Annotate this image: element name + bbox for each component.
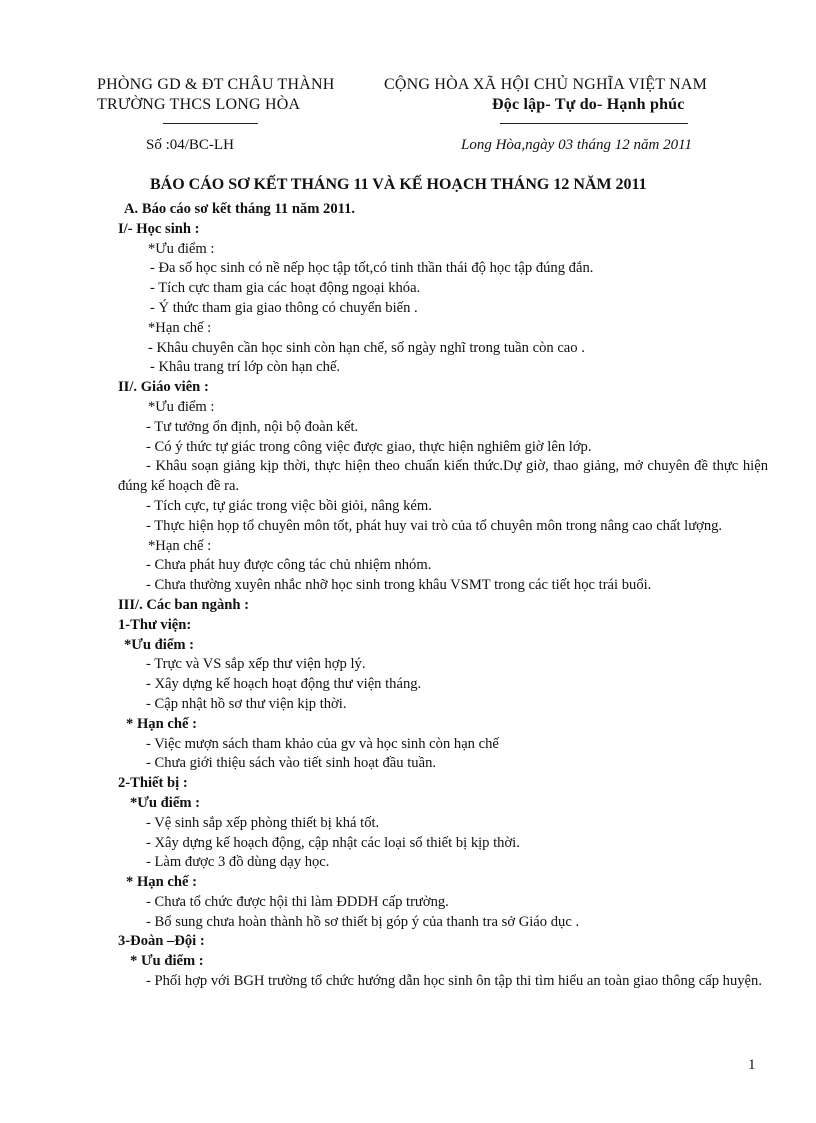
- body-line: - Khâu soạn giảng kịp thời, thực hiện theo chuẩn kiến thức.Dự giờ, thao giảng, mở chuyên đề thực hiện đúng kế hoạch đề ra.: [118, 458, 768, 495]
- body-line: - Khâu chuyên cần học sinh còn hạn chế, số ngày nghĩ trong tuần còn cao .: [148, 339, 585, 356]
- section-heading: I/- Học sinh :: [118, 220, 200, 237]
- section-heading: *Ưu điểm :: [130, 794, 200, 811]
- report-title: BÁO CÁO SƠ KẾT THÁNG 11 VÀ KẾ HOẠCH THÁNG 12 NĂM 2011: [150, 176, 647, 193]
- body-line: - Tích cực tham gia các hoạt động ngoại khóa.: [150, 280, 421, 297]
- section-heading: III/. Các ban ngành :: [118, 596, 249, 613]
- body-line: - Cập nhật hồ sơ thư viện kịp thời.: [146, 695, 347, 712]
- nation-line-1: CỘNG HÒA XÃ HỘI CHỦ NGHĨA VIỆT NAM: [384, 76, 708, 93]
- body-line: - Tư tưởng ổn định, nội bộ đoàn kết.: [146, 418, 359, 435]
- body-line: - Bổ sung chưa hoàn thành hồ sơ thiết bị góp ý của thanh tra sở Giáo dục .: [146, 913, 580, 930]
- body-line: - Chưa giới thiệu sách vào tiết sinh hoạt đầu tuần.: [146, 755, 437, 772]
- report-body: [118, 200, 768, 992]
- body-line: - Chưa tổ chức được hội thi làm ĐDDH cấp trường.: [146, 893, 449, 910]
- body-line: - Ý thức tham gia giao thông có chuyển biến .: [150, 299, 418, 316]
- nation-underline: [500, 123, 688, 124]
- body-line: - Vệ sinh sắp xếp phòng thiết bị khá tốt.: [146, 814, 380, 831]
- body-line: - Làm được 3 đồ dùng dạy học.: [146, 854, 330, 871]
- body-line: - Xây dựng kế hoạch động, cập nhật các loại sổ thiết bị kịp thời.: [146, 834, 520, 851]
- body-line: - Phối hợp với BGH trường tổ chức hướng dẫn học sinh ôn tập thi tìm hiểu an toàn giao thông cấp huyện.: [146, 973, 762, 990]
- section-heading: * Hạn chế :: [126, 874, 197, 891]
- org-line-2: TRƯỜNG THCS LONG HÒA: [97, 96, 301, 113]
- section-heading: 3-Đoàn –Đội :: [118, 933, 205, 950]
- org-line-1: PHÒNG GD & ĐT CHÂU THÀNH: [97, 76, 335, 93]
- body-line: - Khâu trang trí lớp còn hạn chế.: [150, 359, 341, 376]
- body-line: - Tích cực, tự giác trong việc bồi giỏi, nâng kém.: [146, 497, 432, 514]
- body-line: - Trực và VS sắp xếp thư viện hợp lý.: [146, 656, 366, 673]
- body-line: - Đa số học sinh có nề nếp học tập tốt,có tinh thần thái độ học tập đúng đắn.: [150, 260, 594, 277]
- section-heading: *Ưu điểm :: [124, 636, 194, 653]
- section-heading: A. Báo cáo sơ kết tháng 11 năm 2011.: [124, 201, 356, 217]
- section-heading: 2-Thiết bị :: [118, 775, 188, 792]
- org-underline: [163, 123, 258, 124]
- body-line: - Chưa thường xuyên nhắc nhỡ học sinh trong khâu VSMT trong các tiết học trái buổi.: [146, 577, 652, 594]
- body-line: - Có ý thức tự giác trong công việc được giao, thực hiện nghiêm giờ lên lớp.: [146, 438, 592, 455]
- document-number: Số :04/BC-LH: [146, 137, 234, 153]
- section-heading: * Ưu điểm :: [130, 953, 204, 970]
- body-line: - Thực hiện họp tổ chuyên môn tốt, phát huy vai trò của tổ chuyên môn trong nâng cao chất lượng.: [146, 517, 723, 534]
- body-line: *Hạn chế :: [148, 537, 212, 554]
- section-heading: II/. Giáo viên :: [118, 379, 209, 396]
- section-heading: * Hạn chế :: [126, 715, 197, 732]
- body-line: *Hạn chế :: [148, 319, 212, 336]
- body-line: - Xây dựng kế hoạch hoạt động thư viện tháng.: [146, 676, 422, 693]
- body-line: *Ưu điểm :: [148, 398, 215, 415]
- nation-line-2: Độc lập- Tự do- Hạnh phúc: [492, 96, 685, 113]
- page-number: 1: [748, 1057, 756, 1073]
- place-date: Long Hòa,ngày 03 tháng 12 năm 2011: [461, 137, 692, 153]
- section-heading: 1-Thư viện:: [118, 616, 192, 633]
- body-line: - Chưa phát huy được công tác chủ nhiệm nhóm.: [146, 557, 432, 574]
- body-line: - Việc mượn sách tham khảo của gv và học sinh còn hạn chế: [146, 735, 499, 752]
- body-line: *Ưu điểm :: [148, 240, 215, 257]
